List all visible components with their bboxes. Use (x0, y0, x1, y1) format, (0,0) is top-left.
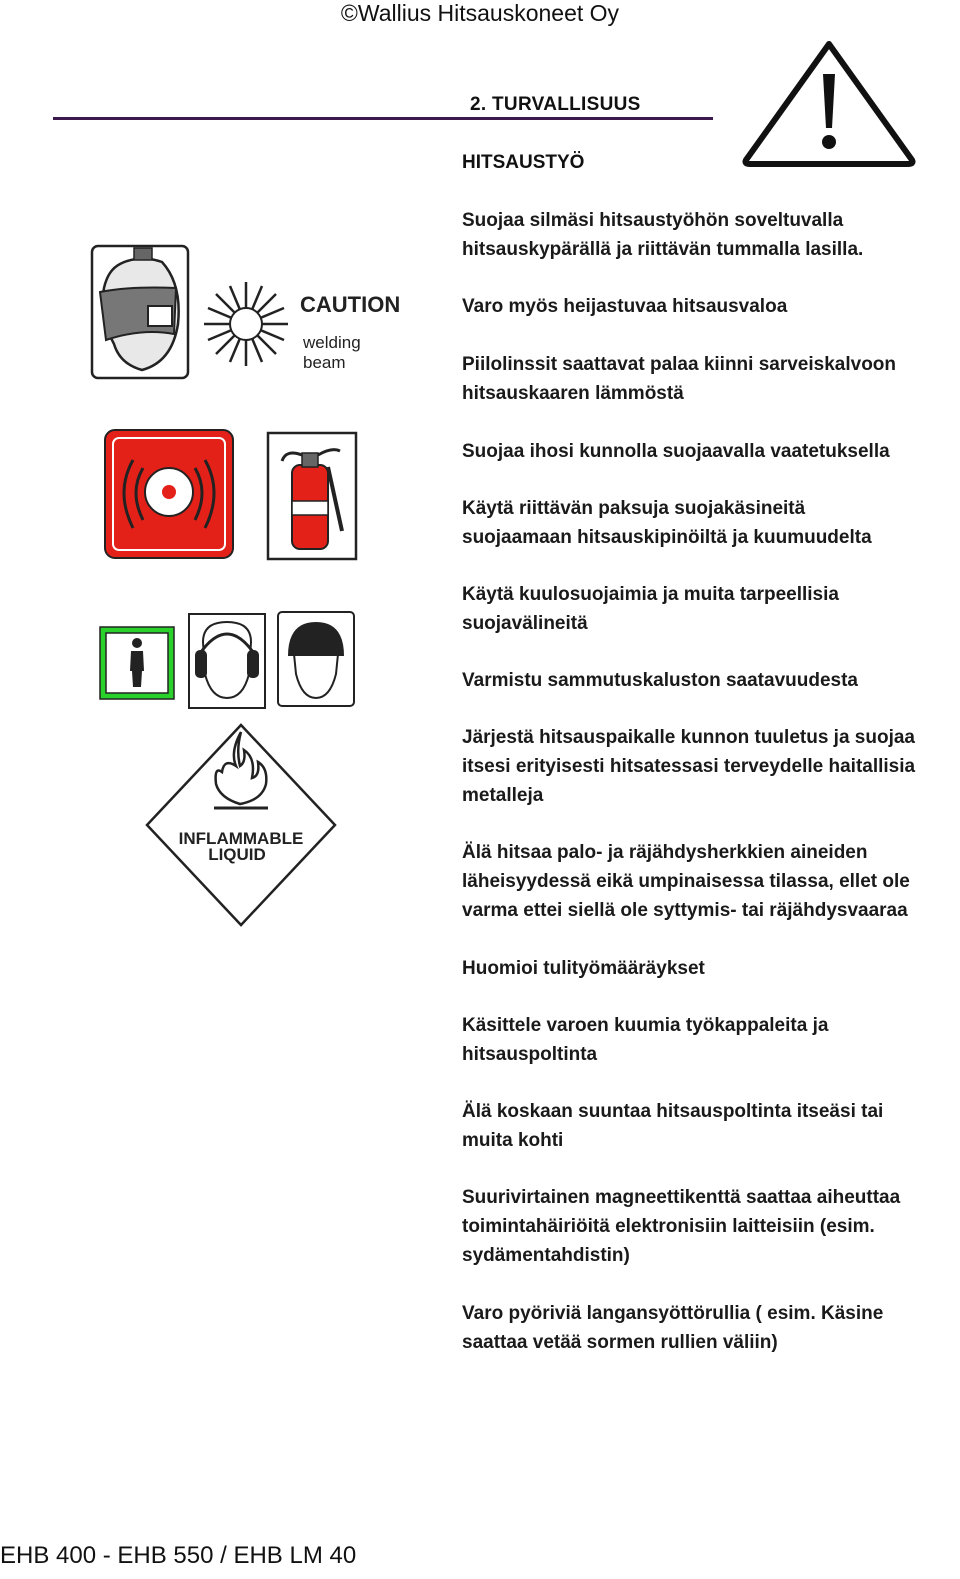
text-line: hitsauspoltinta (462, 1044, 598, 1065)
paragraph-feed-rollers (462, 1299, 957, 1357)
ear-protection-icon (187, 612, 267, 710)
copyright-header: ©Wallius Hitsauskoneet Oy (340, 0, 620, 26)
subsection-heading: HITSAUSTYÖ (462, 152, 585, 173)
hard-hat-icon (276, 610, 356, 708)
text-line: Suurivirtainen magneettikenttä saattaa aiheuttaa (462, 1187, 901, 1208)
paragraph-skin-protection (462, 437, 957, 466)
welding-label: welding (303, 333, 361, 352)
beam-label: beam (303, 353, 346, 372)
paragraph-hearing-protection (462, 580, 957, 638)
text-line: toimintahäiriöitä elektronisiin laitteisiin (esim. (462, 1216, 875, 1237)
text-line: Piilolinssit saattavat palaa kiinni sarveiskalvoon (462, 354, 897, 375)
text-line: Järjestä hitsauspaikalle kunnon tuuletus ja suojaa (462, 727, 915, 748)
welding-helmet-icon (90, 244, 190, 380)
paragraph-hot-work-rules (462, 954, 957, 983)
paragraph-magnetic-field (462, 1183, 957, 1270)
text-line: Suojaa ihosi kunnolla suojaavalla vaatetuksella (462, 441, 890, 462)
paragraph-ventilation (462, 723, 957, 810)
text-line: sydämentahdistin) (462, 1245, 630, 1266)
paragraph-gloves (462, 494, 957, 552)
text-line: suojavälineitä (462, 613, 588, 634)
text-line: saattaa vetää sormen rullien väliin) (462, 1332, 778, 1353)
text-line: metalleja (462, 785, 544, 806)
paragraph-hot-workpieces (462, 1011, 957, 1069)
fire-extinguisher-icon (266, 431, 358, 561)
text-line: Älä hitsaa palo- ja räjähdysherkkien aineiden (462, 842, 868, 863)
text-line: Älä koskaan suuntaa hitsauspoltinta itseäsi tai (462, 1101, 884, 1122)
text-line: itsesi erityisesti hitsatessasi terveydelle haitallisia (462, 756, 916, 777)
text-line: muita kohti (462, 1130, 564, 1151)
flammable-liquid-icon (144, 722, 338, 928)
text-line: Käytä kuulosuojaimia ja muita tarpeellisia (462, 584, 839, 605)
emergency-exit-icon (98, 625, 176, 701)
text-line: Varmistu sammutuskaluston saatavuudesta (462, 670, 858, 691)
liquid-label: LIQUID (208, 845, 266, 864)
text-line: läheisyydessä eikä umpinaisessa tilassa, ellet ole (462, 871, 910, 892)
caution-label: CAUTION (300, 292, 401, 317)
text-line: Käytä riittävän paksuja suojakäsineitä (462, 498, 806, 519)
text-line: Varo myös heijastuvaa hitsausvaloa (462, 296, 788, 317)
text-line: Varo pyöriviä langansyöttörullia ( esim. Käsine (462, 1303, 884, 1324)
text-line: suojaamaan hitsauskipinöiltä ja kuumuudelta (462, 527, 872, 548)
paragraph-reflected-light (462, 292, 957, 321)
paragraph-extinguishers (462, 666, 957, 695)
fire-alarm-icon (103, 428, 235, 560)
text-line: varma ettei siellä ole syttymis- tai räjähdysvaaraa (462, 900, 908, 921)
title-divider (53, 117, 713, 120)
section-title: 2. TURVALLISUUS (470, 94, 641, 115)
welding-flash-icon (200, 278, 401, 374)
paragraph-contact-lenses (462, 350, 957, 408)
paragraph-eye-protection (462, 206, 957, 264)
text-line: hitsauskaaren lämmöstä (462, 383, 684, 404)
paragraph-explosive-areas (462, 838, 957, 925)
warning-triangle-icon (740, 38, 918, 168)
text-line: Huomioi tulityömääräykset (462, 958, 705, 979)
text-line: Suojaa silmäsi hitsaustyöhön soveltuvalla (462, 210, 844, 231)
flammable-label: INFLAMMABLE (178, 829, 304, 848)
model-footer: EHB 400 - EHB 550 / EHB LM 40 (0, 1542, 357, 1569)
text-line: hitsauskypärällä ja riittävän tummalla lasilla. (462, 239, 864, 260)
paragraph-torch-direction (462, 1097, 957, 1155)
text-line: Käsittele varoen kuumia työkappaleita ja (462, 1015, 829, 1036)
